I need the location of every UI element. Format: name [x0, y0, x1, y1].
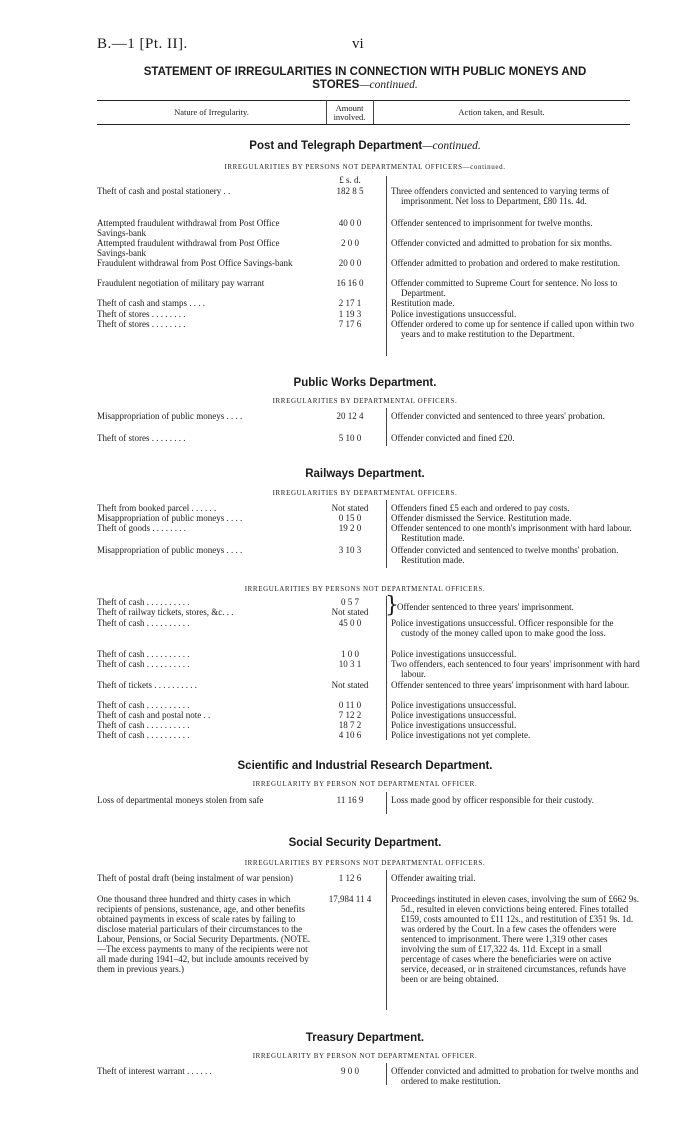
column-rule — [386, 176, 387, 356]
page-title — [60, 66, 670, 92]
action-taken: Offender admitted to probation and ordered to make restitution. — [391, 258, 621, 268]
title-line-1: STATEMENT OF IRREGULARITIES IN CONNECTION WITH PUBLIC MONEYS AND — [143, 66, 587, 78]
amount-involved: 2 0 0 — [341, 238, 359, 248]
action-taken: Police investigations unsuccessful. — [391, 720, 517, 730]
section-subtitle: IRREGULARITIES BY DEPARTMENTAL OFFICERS. — [272, 397, 458, 405]
action-taken: Offender convicted and fined £20. — [391, 433, 515, 443]
amount-involved: 19 2 0 — [338, 523, 362, 533]
amount-involved: 7 12 2 — [338, 710, 362, 720]
action-taken: Offender dismissed the Service. Restitution made. — [391, 513, 572, 523]
irregularity-nature: Theft of cash and postal note . . — [97, 710, 211, 720]
irregularity-nature: Theft of interest warrant . . . . . . — [97, 1066, 212, 1076]
amount-involved: 4 10 6 — [338, 730, 362, 740]
amount-involved: 1 0 0 — [341, 649, 359, 659]
section-subtitle: IRREGULARITIES BY PERSONS NOT DEPARTMENTAL OFFICERS. — [244, 859, 486, 867]
amount-involved: 0 11 0 — [338, 700, 362, 710]
column-header-action: Action taken, and Result. — [458, 107, 545, 117]
irregularity-nature: Theft of cash . . . . . . . . . . — [97, 720, 190, 730]
section-subtitle: IRREGULARITY BY PERSON NOT DEPARTMENTAL OFFICER. — [252, 1052, 478, 1060]
irregularity-nature: Theft of stores . . . . . . . . — [97, 309, 186, 319]
action-taken: Police investigations unsuccessful. — [391, 700, 517, 710]
section-title-public-works: Public Works Department. — [293, 377, 437, 389]
amount-involved: 11 16 9 — [336, 795, 364, 805]
irregularity-nature: Theft of cash and stamps . . . . — [97, 298, 205, 308]
section-title-scientific-research: Scientific and Industrial Research Department. — [237, 760, 493, 772]
action-taken: Offender convicted and sentenced to twelve months' probation. Restitution made. — [391, 545, 619, 565]
irregularity-nature: One thousand three hundred and thirty cases in which recipients of pensions, sustenance, age, and other benefits obtained payments in excess of scale rates by failing to disclose material particulars of their circumstances to the Labour, Pensions, or Social Security Departments. (NOTE.—The excess payments to many of the recipients were not all made during 1941–42, but include amounts received by them in previous years.) — [97, 894, 311, 974]
action-taken: Offender convicted and admitted to probation for six months. — [391, 238, 613, 248]
irregularity-nature: Theft of cash . . . . . . . . . . — [97, 649, 190, 659]
action-taken: Restitution made. — [391, 298, 455, 308]
action-taken: Police investigations not yet complete. — [391, 730, 531, 740]
amount-involved: 2 17 1 — [338, 298, 362, 308]
column-rule — [386, 792, 387, 814]
amount-involved: 7 17 6 — [338, 319, 362, 329]
amount-involved: Not stated — [331, 503, 369, 513]
section-subtitle: IRREGULARITY BY PERSON NOT DEPARTMENTAL OFFICER. — [252, 780, 478, 788]
column-rule — [386, 1063, 387, 1085]
irregularity-nature: Theft of tickets . . . . . . . . . . — [97, 680, 197, 690]
irregularity-nature: Fraudulent withdrawal from Post Office Savings-bank — [97, 258, 293, 268]
amount-involved: 18 7 2 — [338, 720, 362, 730]
action-taken: Offenders fined £5 each and ordered to pay costs. — [391, 503, 570, 513]
currency-units: £ s. d. — [339, 175, 361, 185]
action-taken: Offender convicted and admitted to probation for twelve months and ordered to make restitution. — [391, 1066, 639, 1086]
amount-involved: 20 12 4 — [336, 411, 364, 421]
amount-involved: 16 16 0 — [336, 278, 364, 288]
section-title-treasury: Treasury Department. — [305, 1032, 425, 1044]
amount-involved: Not stated — [331, 680, 369, 690]
irregularity-nature: Misappropriation of public moneys . . . . — [97, 513, 243, 523]
action-taken: Police investigations unsuccessful. — [391, 710, 517, 720]
action-taken: Proceedings instituted in eleven cases, involving the sum of £662 9s. 5d., resulted in eleven convictions being entered. Fines totalled £159, costs amounted to £11 12s., and restitution of £351 9s. 1d. was ordered by the Court. In a few cases the offenders were sentenced to imprisonment. There were 1,319 other cases involving the sum of £17,322 4s. 11d. Except in a small percentage of cases where the beneficiaries were on active service, deceased, or in straitened circumstances, refunds have been or are being obtained. — [391, 894, 639, 984]
amount-involved: 3 10 3 — [338, 545, 362, 555]
section-title-railways: Railways Department. — [305, 468, 425, 480]
column-rule — [386, 500, 387, 568]
amount-involved: 40 0 0 — [338, 218, 362, 228]
title-line-2: STORES — [312, 79, 360, 91]
irregularity-nature: Attempted fraudulent withdrawal from Post Office Savings-bank — [97, 218, 280, 238]
column-rule — [386, 408, 387, 446]
action-taken: Offender sentenced to one month's imprisonment with hard labour. Restitution made. — [391, 523, 632, 543]
amount-involved: 1 12 6 — [338, 873, 362, 883]
irregularity-nature: Fraudulent negotiation of military pay warrant — [97, 278, 265, 288]
irregularity-nature: Theft of cash . . . . . . . . . . — [97, 618, 190, 628]
irregularity-nature: Misappropriation of public moneys . . . . — [97, 545, 243, 555]
action-taken: Loss made good by officer responsible for their custody. — [391, 795, 594, 805]
action-taken: Offender sentenced to three years' imprisonment. — [397, 602, 574, 612]
action-taken: Three offenders convicted and sentenced to varying terms of imprisonment. Net loss to Department, £80 11s. 4d. — [391, 186, 610, 206]
column-header-amount: Amount involved. — [333, 103, 366, 122]
irregularity-nature: Misappropriation of public moneys . . . . — [97, 411, 243, 421]
section-subtitle: IRREGULARITIES BY DEPARTMENTAL OFFICERS. — [272, 489, 458, 497]
title-continued: —continued. — [359, 79, 418, 91]
amount-involved: 9 0 0 — [341, 1066, 359, 1076]
section-title-social-security: Social Security Department. — [288, 837, 442, 849]
action-taken: Police investigations unsuccessful. Officer responsible for the custody of the money called upon to make good the loss. — [391, 618, 614, 638]
amount-involved: 1 19 3 — [338, 309, 362, 319]
irregularity-nature: Theft of goods . . . . . . . . — [97, 523, 186, 533]
amount-involved: 10 3 1 — [338, 659, 362, 669]
amount-involved: 0 5 7 — [341, 597, 359, 607]
header-rule-bottom — [97, 124, 630, 125]
action-taken: Two offenders, each sentenced to four years' imprisonment with hard labour. — [391, 659, 640, 679]
irregularity-nature: Theft of stores . . . . . . . . — [97, 319, 186, 329]
document-reference: B.—1 [Pt. II]. — [97, 36, 188, 52]
action-taken: Police investigations unsuccessful. — [391, 309, 517, 319]
irregularity-nature: Theft from booked parcel . . . . . . — [97, 503, 217, 513]
section-subtitle: IRREGULARITIES BY PERSONS NOT DEPARTMENTAL OFFICERS. — [244, 585, 486, 593]
irregularity-nature: Loss of departmental moneys stolen from safe — [97, 795, 264, 805]
page-number: vi — [352, 36, 364, 52]
irregularity-nature: Theft of stores . . . . . . . . — [97, 433, 186, 443]
column-header-nature: Nature of Irregularity. — [174, 107, 249, 117]
action-taken: Offender convicted and sentenced to three years' probation. — [391, 411, 605, 421]
amount-involved: 20 0 0 — [338, 258, 362, 268]
amount-involved: Not stated — [331, 607, 369, 617]
section-subtitle: IRREGULARITIES BY PERSONS NOT DEPARTMENTAL OFFICERS—continued. — [224, 163, 506, 171]
header-rule-top — [97, 100, 630, 101]
action-taken: Offender sentenced to imprisonment for twelve months. — [391, 218, 593, 228]
column-rule — [386, 870, 387, 1010]
irregularity-nature: Theft of cash . . . . . . . . . . — [97, 659, 190, 669]
amount-involved: 182 8 5 — [336, 186, 364, 196]
irregularity-nature: Theft of railway tickets, stores, &c. . . — [97, 607, 234, 617]
irregularity-nature: Theft of cash . . . . . . . . . . — [97, 700, 190, 710]
amount-involved: 45 0 0 — [338, 618, 362, 628]
amount-involved: 5 10 0 — [338, 433, 362, 443]
action-taken: Police investigations unsuccessful. — [391, 649, 517, 659]
irregularity-nature: Theft of postal draft (being instalment of war pension) — [97, 873, 293, 883]
brace-grouping: } — [385, 593, 399, 618]
action-taken: Offender committed to Supreme Court for sentence. No loss to Department. — [391, 278, 618, 298]
irregularity-nature: Attempted fraudulent withdrawal from Post Office Savings-bank — [97, 238, 280, 258]
amount-involved: 0 15 0 — [338, 513, 362, 523]
action-taken: Offender sentenced to three years' imprisonment with hard labour. — [391, 680, 630, 690]
section-title-post-telegraph: Post and Telegraph Department—continued. — [249, 140, 481, 152]
irregularity-nature: Theft of cash and postal stationery . . — [97, 186, 231, 196]
irregularity-nature: Theft of cash . . . . . . . . . . — [97, 597, 190, 607]
action-taken: Offender ordered to come up for sentence if called upon within two years and to make restitution to the Department. — [391, 319, 634, 339]
action-taken: Offender awaiting trial. — [391, 873, 476, 883]
irregularity-nature: Theft of cash . . . . . . . . . . — [97, 730, 190, 740]
amount-involved: 17,984 11 4 — [328, 894, 372, 904]
